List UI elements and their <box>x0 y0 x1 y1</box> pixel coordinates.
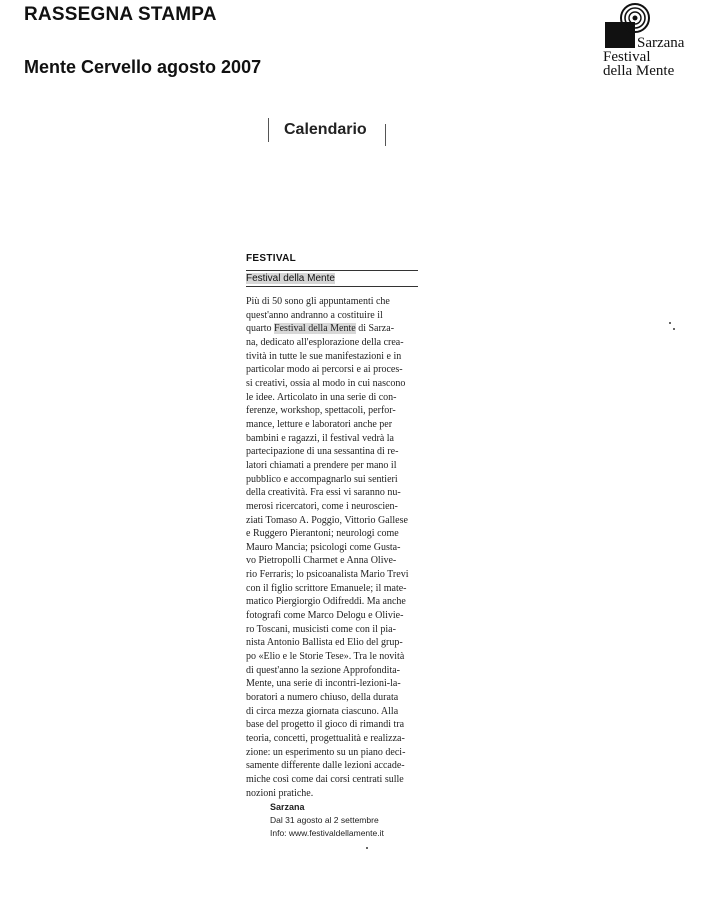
article-body-line: matico Piergiorgio Odifreddi. Ma anche <box>246 596 406 608</box>
article-body-line: vo Pietropolli Charmet e Anna Olive- <box>246 555 397 567</box>
article-body-line: quarto Festival della Mente di Sarza- <box>246 323 395 335</box>
article-body-line: Più di 50 sono gli appuntamenti che <box>246 296 390 307</box>
event-place: Sarzana <box>270 802 305 812</box>
article-headline: Festival della Mente <box>246 273 335 284</box>
kicker-rule <box>246 270 418 271</box>
article-body-line: ziati Tomaso A. Poggio, Vittorio Gallese <box>246 514 408 526</box>
article-body-line: nozioni pratiche. <box>246 787 314 799</box>
article-body-line: le idee. Articolato in una serie di con- <box>246 391 397 403</box>
page-header-title: RASSEGNA STAMPA <box>24 4 217 25</box>
article-body-line: miche così come dai corsi centrati sulle <box>246 773 404 785</box>
article-body-line: ferenze, workshop, spettacoli, perfor- <box>246 405 396 417</box>
article-body-line: samente differente dalle lezioni accade- <box>246 760 405 772</box>
article-body-line: pubblico e accompagnarlo sui sentieri <box>246 473 398 485</box>
article-body-line: zione: un esperimento su un piano deci- <box>246 746 406 758</box>
article-body-line: latori chiamati a prendere per mano il <box>246 459 397 471</box>
article-body-line: fotografi come Marco Delogu e Olivie- <box>246 610 404 622</box>
source-publication: Mente Cervello agosto 2007 <box>24 57 262 77</box>
logo-line-festival: Festival <box>603 49 651 65</box>
event-dates: Dal 31 agosto al 2 settembre <box>270 815 379 825</box>
section-divider-left <box>268 118 269 142</box>
article-body-line: nista Antonio Ballista ed Elio del grup- <box>246 637 403 649</box>
article-body-line: partecipazione di una sessantina di re- <box>246 446 399 458</box>
article-body-line: di circa mezza giornata ciascuno. Alla <box>246 705 399 717</box>
article-body-line: boratori a numero chiuso, della durata <box>246 692 399 704</box>
article-body-line: e Ruggero Pierantoni; neurologi come <box>246 528 399 540</box>
article-body-line: quest'anno andranno a costituire il <box>246 309 383 321</box>
article-kicker: FESTIVAL <box>246 253 296 264</box>
headline-rule <box>246 286 418 287</box>
logo-city: Sarzana <box>637 35 685 51</box>
section-label-box <box>268 118 386 146</box>
article-body-line: na, dedicato all'esplorazione della crea- <box>246 336 404 348</box>
festival-logo <box>603 2 718 80</box>
article-body-line: Mauro Mancia; psicologi come Gusta- <box>246 541 401 553</box>
logo-line-mente: della Mente <box>603 63 675 79</box>
article-body-line: particolar modo ai percorsi e ai proces- <box>246 364 403 376</box>
article-body-line: con il figlio scrittore Emanuele; il mate- <box>246 582 407 594</box>
event-website: Info: www.festivaldellamente.it <box>270 828 384 838</box>
section-divider-right <box>385 124 386 146</box>
article-body-line: po «Elio e le Storie Tese». Tra le novità <box>246 651 405 663</box>
article-body-line: Mente, una serie di incontri-lezioni-la- <box>246 678 401 690</box>
article-body-line: ro Toscani, musicisti come con il pia- <box>246 623 396 635</box>
article-body-line: rio Ferraris; lo psicoanalista Mario Trevi <box>246 569 409 581</box>
article-body-line: teoria, concetti, progettualità e realizza- <box>246 733 405 744</box>
article-body <box>246 295 426 800</box>
scan-speck <box>366 847 368 849</box>
article-body-line: si creativi, ossia al modo in cui nascono <box>246 377 406 389</box>
article-body-line: di quest'anno la sezione Approfondita- <box>246 664 400 676</box>
section-label: Calendario <box>284 121 367 138</box>
article-body-line: mance, letture e laboratori anche per <box>246 418 393 430</box>
article-body-line: bambini e ragazzi, il festival vedrà la <box>246 432 394 444</box>
article-clipping <box>246 253 418 800</box>
event-info <box>270 801 384 840</box>
scan-speck <box>673 328 675 330</box>
scan-speck <box>669 322 671 324</box>
article-body-line: base del progetto il gioco di rimandi tra <box>246 719 405 731</box>
article-body-line: tività in tutte le sue manifestazioni e in <box>246 350 402 362</box>
article-body-line: della creatività. Fra essi vi saranno nu- <box>246 487 401 499</box>
article-body-line: merosi ricercatori, come i neuroscien- <box>246 500 398 512</box>
